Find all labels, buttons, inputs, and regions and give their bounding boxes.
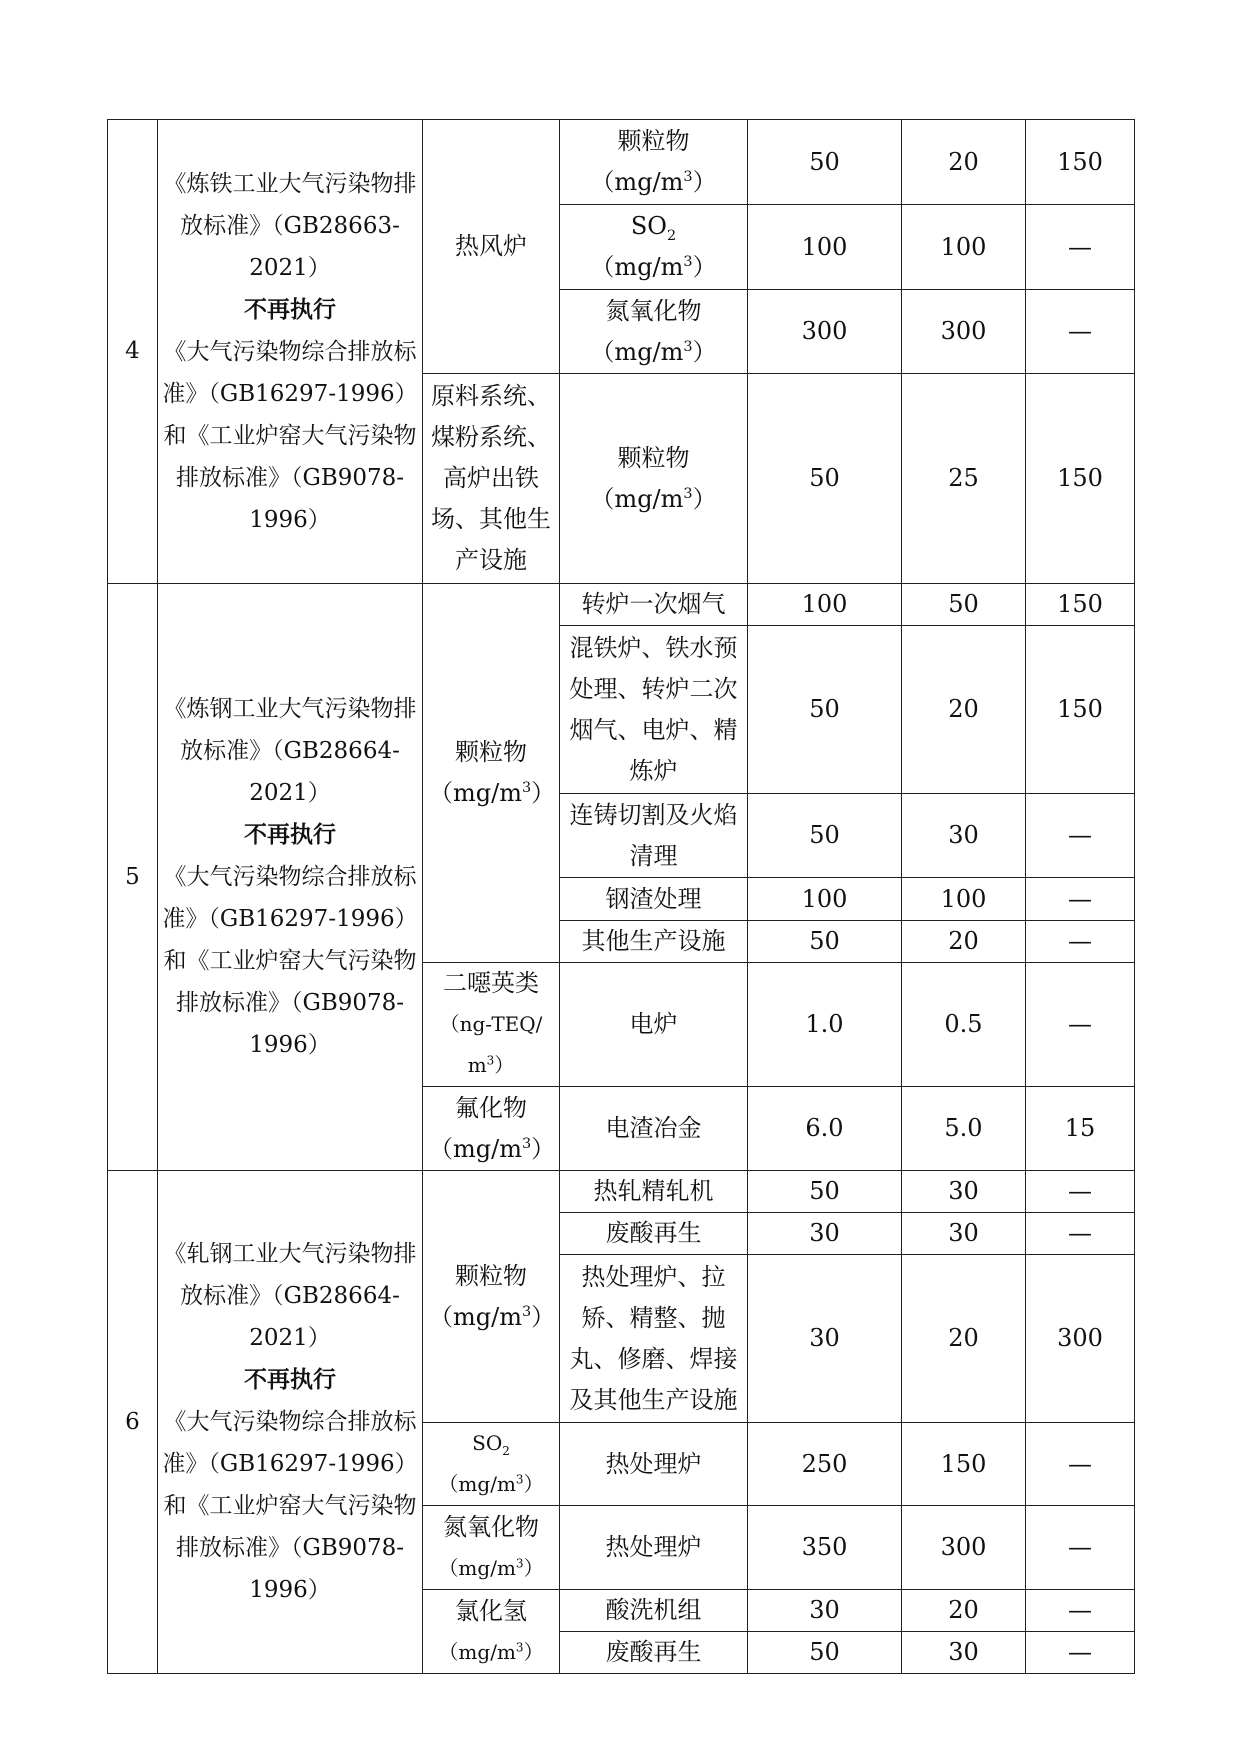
unit-exponent: 3 (515, 1639, 524, 1654)
value-2: 30 (902, 1632, 1026, 1674)
value-1: 30 (748, 1590, 902, 1632)
value-2: 100 (902, 878, 1026, 921)
value-1: 350 (748, 1506, 902, 1590)
pollutant-name: 氮氧化物 (443, 1512, 539, 1541)
source-cell: 钢渣处理 (560, 878, 748, 921)
unit-exponent: 3 (683, 485, 693, 502)
unit-exponent: 3 (683, 169, 693, 185)
source-cell: 电炉 (560, 963, 748, 1087)
unit-close: ） (531, 1302, 556, 1331)
pollutant-name (566, 206, 741, 247)
unit-exponent: 3 (486, 1053, 495, 1068)
unit-close: ） (494, 1053, 515, 1077)
standard-new: 《炼铁工业大气污染物排放标准》（GB28663-2021） (163, 170, 417, 281)
value-2: 30 (902, 1213, 1026, 1255)
value-2: 100 (902, 205, 1026, 290)
pollutant-name: 颗粒物 (455, 738, 527, 766)
source-cell: 热处理炉 (560, 1506, 748, 1590)
unit-close: ） (531, 779, 556, 807)
value-2: 30 (902, 794, 1026, 878)
standard-status: 不再执行 (244, 821, 336, 848)
standard-new: 《炼钢工业大气污染物排放标准》（GB28664-2021） (163, 696, 417, 806)
pollutant-unit (566, 162, 741, 203)
value-3: 15 (1026, 1087, 1135, 1171)
unit-exponent: 3 (521, 1135, 532, 1152)
unit-close: ） (692, 168, 717, 196)
pollutant-name: 颗粒物 (617, 127, 690, 155)
value-2: 25 (902, 374, 1026, 584)
unit-exponent: 3 (521, 780, 532, 796)
pollutant-unit (429, 1297, 556, 1338)
pollutant-text: SO (630, 212, 667, 240)
pollutant-name: 颗粒物 (617, 443, 690, 472)
source-cell: 原料系统、煤粉系统、高炉出铁场、其他生产设施 (423, 374, 560, 584)
value-1: 1.0 (748, 963, 902, 1087)
value-2: 0.5 (902, 963, 1026, 1087)
section-number: 6 (108, 1171, 158, 1674)
value-3: 300 (1026, 1255, 1135, 1423)
value-1: 100 (748, 205, 902, 290)
unit-text: （mg/m (590, 337, 684, 366)
value-1: 50 (748, 626, 902, 794)
standard-cell (158, 1171, 423, 1674)
value-1: 6.0 (748, 1087, 902, 1171)
unit-text: （mg/m (590, 484, 684, 513)
unit-close: ） (523, 1472, 544, 1496)
table-row (108, 584, 1135, 626)
unit-exponent: 3 (515, 1555, 524, 1570)
value-2: 5.0 (902, 1087, 1026, 1171)
value-3: — (1026, 1423, 1135, 1506)
source-cell: 热轧精轧机 (560, 1171, 748, 1213)
value-2: 150 (902, 1423, 1026, 1506)
source-cell: 其他生产设施 (560, 921, 748, 963)
unit-exponent: 3 (683, 254, 693, 270)
value-2: 300 (902, 1506, 1026, 1590)
value-3: — (1026, 1506, 1135, 1590)
value-3: — (1026, 921, 1135, 963)
pollutant-unit (429, 773, 556, 814)
source-cell: 电渣冶金 (560, 1087, 748, 1171)
value-1: 50 (748, 120, 902, 205)
value-2: 20 (902, 626, 1026, 794)
value-2: 20 (902, 1255, 1026, 1423)
value-3: — (1026, 1632, 1135, 1674)
standard-status: 不再执行 (244, 295, 336, 323)
source-cell: 废酸再生 (560, 1213, 748, 1255)
pollutant-cell (560, 205, 748, 290)
value-3: — (1026, 205, 1135, 290)
pollutant-cell (423, 1171, 560, 1423)
pollutant-unit (429, 1548, 553, 1589)
pollutant-cell (560, 290, 748, 374)
unit-close: ） (692, 337, 717, 366)
table-row (108, 1171, 1135, 1213)
pollutant-unit (429, 1004, 553, 1086)
source-cell: 酸洗机组 (560, 1590, 748, 1632)
table-row (108, 120, 1135, 205)
source-cell: 热处理炉、拉矫、精整、抛丸、修磨、焊接及其他生产设施 (560, 1255, 748, 1423)
unit-text: （mg/m (438, 1472, 516, 1496)
value-3: — (1026, 963, 1135, 1087)
unit-exponent: 3 (521, 1303, 532, 1320)
pollutant-name: 氯化氢 (455, 1596, 527, 1625)
pollutant-text: SO (472, 1431, 503, 1455)
unit-text: （mg/m (429, 779, 522, 807)
unit-close: ） (692, 253, 717, 281)
unit-close: ） (531, 1134, 556, 1163)
value-1: 30 (748, 1213, 902, 1255)
unit-exponent: 3 (515, 1472, 524, 1487)
value-1: 50 (748, 374, 902, 584)
source-cell: 废酸再生 (560, 1632, 748, 1674)
value-3: — (1026, 1590, 1135, 1632)
pollutant-cell (423, 1506, 560, 1590)
pollutant-cell (423, 963, 560, 1087)
value-2: 50 (902, 584, 1026, 626)
value-2: 20 (902, 1590, 1026, 1632)
pollutant-unit (566, 332, 741, 373)
value-1: 30 (748, 1255, 902, 1423)
pollutant-cell (423, 1423, 560, 1506)
standard-old: 《大气污染物综合排放标准》（GB16297-1996）和《工业炉窑大气污染物排放标准》（GB9078-1996） (162, 864, 418, 1058)
source-cell: 转炉一次烟气 (560, 584, 748, 626)
unit-exponent: 3 (683, 338, 693, 355)
standard-cell (158, 584, 423, 1171)
value-2: 30 (902, 1171, 1026, 1213)
unit-close: ） (523, 1555, 544, 1580)
source-cell: 热处理炉 (560, 1423, 748, 1506)
source-cell: 混铁炉、铁水预处理、转炉二次烟气、电炉、精炼炉 (560, 626, 748, 794)
unit-text: （mg/m (438, 1639, 516, 1664)
pollutant-cell (423, 584, 560, 963)
pollutant-name: 二噁英类 (443, 969, 539, 997)
standard-old: 《大气污染物综合排放标准》（GB16297-1996）和《工业炉窑大气污染物排放标准》（GB9078-1996） (162, 338, 418, 533)
value-2: 300 (902, 290, 1026, 374)
standard-new: 《轧钢工业大气污染物排放标准》（GB28664-2021） (163, 1241, 417, 1351)
unit-text: （mg/m (429, 1134, 522, 1163)
value-1: 100 (748, 878, 902, 921)
emission-standards-table (107, 119, 1135, 1674)
value-1: 50 (748, 1632, 902, 1674)
source-cell: 热风炉 (423, 120, 560, 374)
pollutant-subscript: 2 (666, 227, 677, 244)
source-cell: 连铸切割及火焰清理 (560, 794, 748, 878)
unit-text: （mg/m (429, 1302, 522, 1331)
pollutant-name: 颗粒物 (455, 1261, 527, 1290)
standard-old: 《大气污染物综合排放标准》（GB16297-1996）和《工业炉窑大气污染物排放标准》（GB9078-1996） (162, 1409, 418, 1603)
value-3: 150 (1026, 374, 1135, 584)
unit-text: （ng-TEQ/ m (439, 1012, 543, 1077)
section-number: 5 (108, 584, 158, 1171)
pollutant-subscript: 2 (502, 1444, 510, 1458)
pollutant-cell (423, 1590, 560, 1674)
unit-text: （mg/m (438, 1555, 516, 1580)
value-3: 150 (1026, 584, 1135, 626)
pollutant-cell (560, 374, 748, 584)
value-2: 20 (902, 921, 1026, 963)
value-3: — (1026, 290, 1135, 374)
section-number: 4 (108, 120, 158, 584)
value-1: 50 (748, 1171, 902, 1213)
unit-close: ） (523, 1639, 544, 1664)
value-3: — (1026, 1171, 1135, 1213)
standard-status: 不再执行 (244, 1366, 336, 1393)
value-3: — (1026, 878, 1135, 921)
pollutant-cell (560, 120, 748, 205)
pollutant-unit (566, 479, 741, 520)
value-3: — (1026, 794, 1135, 878)
unit-text: （mg/m (590, 168, 684, 196)
value-3: 150 (1026, 120, 1135, 205)
standard-cell (158, 120, 423, 584)
pollutant-unit (429, 1632, 553, 1673)
pollutant-unit (429, 1129, 556, 1170)
value-3: 150 (1026, 626, 1135, 794)
pollutant-name: 氟化物 (455, 1093, 527, 1122)
value-3: — (1026, 1213, 1135, 1255)
pollutant-cell (423, 1087, 560, 1171)
value-2: 20 (902, 120, 1026, 205)
value-1: 300 (748, 290, 902, 374)
value-1: 50 (748, 921, 902, 963)
value-1: 250 (748, 1423, 902, 1506)
pollutant-unit (566, 247, 741, 288)
value-1: 100 (748, 584, 902, 626)
unit-close: ） (692, 484, 717, 513)
pollutant-name: 氮氧化物 (605, 296, 702, 325)
value-1: 50 (748, 794, 902, 878)
unit-text: （mg/m (590, 253, 684, 281)
